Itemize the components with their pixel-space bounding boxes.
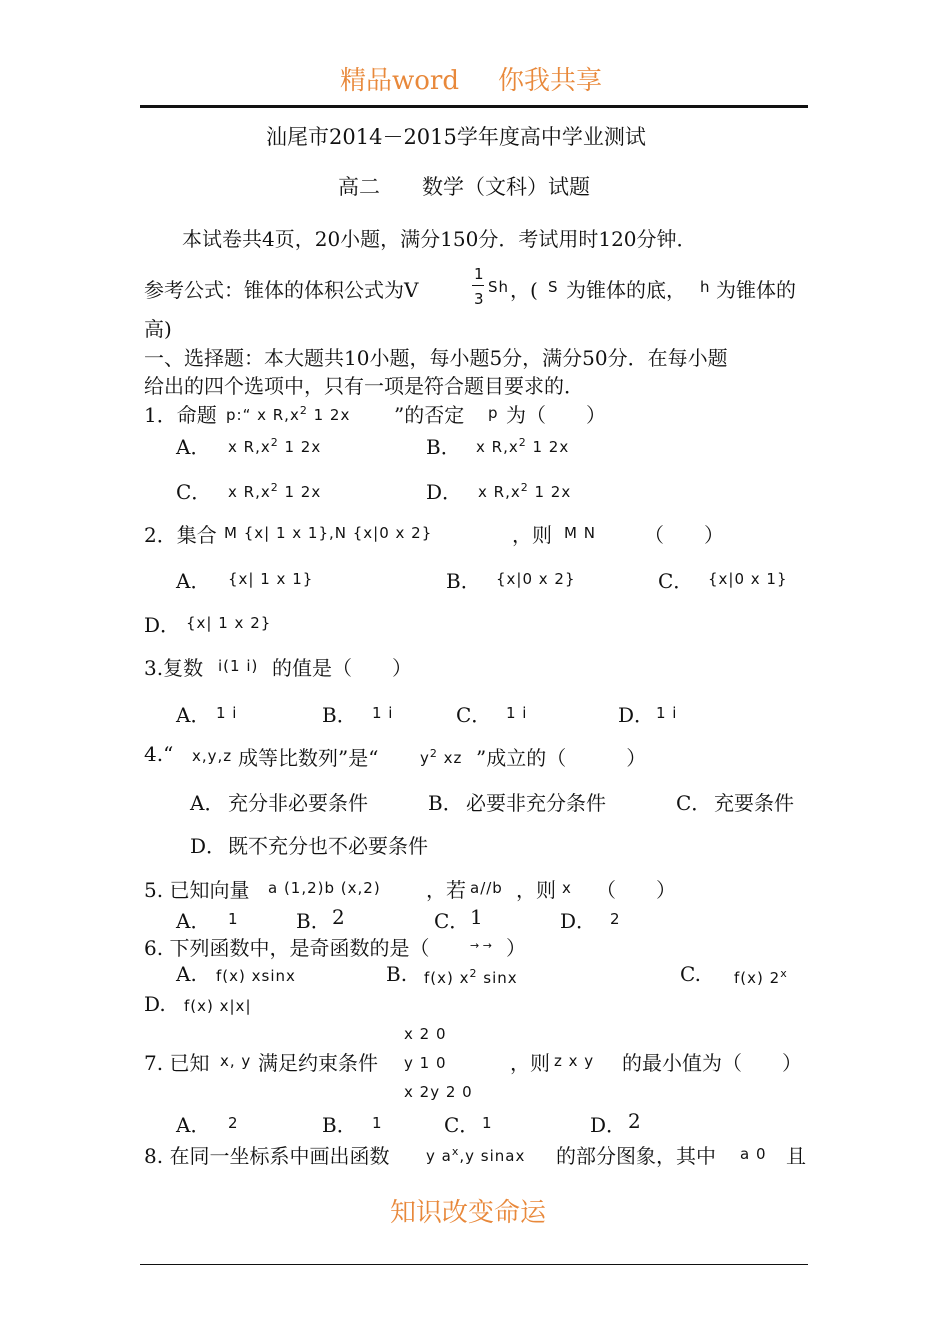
q2-text2: ，则	[512, 523, 552, 547]
q6-close: ）	[506, 936, 526, 960]
q6-option-b: f(x) $x^2$ sinx	[424, 967, 518, 987]
q4-text3: ”成立的（ ）	[476, 746, 647, 770]
q1-p: p	[488, 404, 499, 422]
formula-denominator: 3	[474, 290, 484, 308]
q4-option-b-label: B．	[428, 791, 463, 815]
q3-expr: i(1 i)	[218, 657, 259, 675]
q2-option-d-label: D．	[144, 613, 181, 637]
header-rule	[140, 105, 808, 108]
subtitle-subject: 数学（文科）试题	[422, 175, 590, 199]
fraction-bar	[472, 285, 484, 286]
q7-constraint-2: y 1 0	[404, 1054, 447, 1072]
q4-option-a: 充分非必要条件	[228, 791, 368, 815]
q2-text3: （ ）	[644, 523, 724, 547]
q7-expr2: z x y	[554, 1052, 595, 1070]
q1-text2: ”的否定	[394, 403, 465, 427]
q3-option-a: 1 i	[216, 704, 238, 722]
q1-option-c: x $R,x^2$ 1 2x	[228, 481, 322, 501]
q4-expr: x,y,z	[192, 747, 233, 765]
q7-option-c: 1	[482, 1114, 493, 1132]
formula-cont: 高)	[144, 317, 172, 341]
q2-option-b: {x|0 x 2}	[496, 570, 576, 588]
q6-option-b-label: B.	[386, 962, 408, 986]
q2-option-a: {x| 1 x 1}	[228, 570, 314, 588]
q5-option-c: 1	[470, 905, 483, 929]
q4-option-c-label: C．	[676, 791, 712, 815]
q7-text3: ，则	[510, 1051, 550, 1075]
q7-text4: 的最小值为（ ）	[622, 1051, 802, 1075]
q8-text3: 且	[786, 1144, 806, 1168]
q4-option-a-label: A．	[190, 791, 225, 815]
q5-option-c-label: C．	[434, 909, 470, 933]
q4-expr2: $y^2$ xz	[420, 747, 463, 767]
q3-option-b: 1 i	[372, 704, 394, 722]
subtitle-grade: 高二	[338, 175, 380, 199]
exam-title: 汕尾市2014－2015学年度高中学业测试	[266, 125, 646, 149]
q1-number: 1．命题	[144, 403, 217, 427]
q1-option-c-label: C．	[176, 480, 212, 504]
q2-option-d: {x| 1 x 2}	[186, 614, 272, 632]
q5-option-b: 2	[332, 905, 345, 929]
q6-option-c-label: C.	[680, 962, 701, 986]
q3-option-d: 1 i	[656, 704, 678, 722]
q3-option-d-label: D．	[618, 703, 655, 727]
q5-text2: ，若	[426, 878, 466, 902]
q7-option-a: 2	[228, 1114, 239, 1132]
footer-rule	[140, 1264, 808, 1265]
q5-option-a-label: A．	[176, 909, 211, 933]
q5-text3: ，则	[516, 878, 556, 902]
q2-expr: M {x| 1 x 1},N {x|0 x 2}	[224, 524, 433, 542]
formula-numerator: 1	[474, 265, 484, 283]
q7-option-a-label: A．	[176, 1113, 211, 1137]
q3-option-b-label: B．	[322, 703, 357, 727]
q8-text2: 的部分图象，其中	[556, 1144, 716, 1168]
exam-intro: 本试卷共4页，20小题，满分150分．考试用时120分钟．	[182, 227, 697, 251]
q5-expr: a (1,2)b (x,2)	[268, 879, 381, 897]
q2-number: 2．集合	[144, 523, 217, 547]
q7-option-b: 1	[372, 1114, 383, 1132]
q6-option-a-label: A.	[176, 962, 197, 986]
formula-prefix: 参考公式：锥体的体积公式为V	[144, 278, 419, 302]
q7-option-b-label: B．	[322, 1113, 357, 1137]
q1-option-a-label: A．	[176, 435, 211, 459]
q7-option-c-label: C．	[444, 1113, 480, 1137]
q3-number: 3.复数	[144, 656, 204, 680]
q1-option-d: x $R,x^2$ 1 2x	[478, 481, 572, 501]
q2-expr2: M N	[564, 524, 596, 542]
q4-text2: 成等比数列”是“	[238, 746, 379, 770]
header-tagline: 你我共享	[498, 66, 603, 96]
q8-expr: y $a^x,y$ sinax	[426, 1145, 526, 1165]
q3-option-c: 1 i	[506, 704, 528, 722]
q5-text4: （ ）	[596, 878, 676, 902]
q4-option-c: 充要条件	[714, 791, 794, 815]
q2-option-c: {x|0 x 1}	[708, 570, 788, 588]
q6-number: 6. 下列函数中，是奇函数的是（	[144, 936, 430, 960]
q6-option-d-label: D.	[144, 992, 166, 1016]
q5-option-d-label: D．	[560, 909, 597, 933]
q7-expr: x, y	[220, 1052, 252, 1070]
q3-option-a-label: A．	[176, 703, 211, 727]
q4-number: 4.“	[144, 742, 174, 766]
q3-text2: 的值是（ ）	[272, 656, 412, 680]
header-brand: 精品word	[340, 66, 459, 96]
q5-number: 5. 已知向量	[144, 878, 250, 902]
footer-motto: 知识改变命运	[390, 1198, 547, 1228]
q5-option-a: 1	[228, 910, 239, 928]
q2-option-b-label: B．	[446, 569, 481, 593]
q7-text2: 满足约束条件	[258, 1051, 378, 1075]
q6-option-a: f(x) xsinx	[216, 967, 296, 985]
q3-option-c-label: C．	[456, 703, 492, 727]
q1-expr: p:“ x $R,x^2$ 1 2x	[226, 404, 351, 424]
q4-option-d-label: D．	[190, 834, 227, 858]
q5-option-b-label: B．	[296, 909, 331, 933]
q2-option-a-label: A．	[176, 569, 211, 593]
q1-text3: 为（ ）	[506, 403, 606, 427]
q4-option-d: 既不充分也不必要条件	[228, 834, 428, 858]
q5-expr3: x	[562, 879, 572, 897]
formula-mid2: 为锥体的底，	[566, 278, 686, 302]
formula-sh: Sh	[488, 278, 510, 296]
section1-line1: 一、选择题：本大题共10小题，每小题5分，满分50分．在每小题	[144, 346, 728, 370]
q2-option-c-label: C．	[658, 569, 694, 593]
q1-option-d-label: D．	[426, 480, 463, 504]
q6-option-c: f(x) 2$^x$	[734, 967, 788, 987]
q7-option-d: 2	[628, 1109, 641, 1133]
formula-h: h	[700, 278, 711, 296]
q7-constraint-3: x 2y 2 0	[404, 1083, 473, 1101]
q6-arrows: → →	[470, 939, 492, 952]
q5-expr2: a//b	[470, 879, 503, 897]
q8-expr3: a 0	[740, 1145, 767, 1163]
q6-option-d: f(x) x|x|	[184, 997, 252, 1015]
formula-mid1: ，(	[510, 278, 538, 302]
q1-option-a: x $R,x^2$ 1 2x	[228, 436, 322, 456]
section1-line2: 给出的四个选项中，只有一项是符合题目要求的．	[144, 374, 584, 398]
q4-option-b: 必要非充分条件	[466, 791, 606, 815]
q8-number: 8. 在同一坐标系中画出函数	[144, 1144, 390, 1168]
formula-s: S	[548, 278, 559, 296]
q1-option-b-label: B．	[426, 435, 461, 459]
q1-option-b: x $R,x^2$ 1 2x	[476, 436, 570, 456]
q7-constraint-1: x 2 0	[404, 1025, 447, 1043]
q7-number: 7. 已知	[144, 1051, 210, 1075]
formula-mid3: 为锥体的	[716, 278, 796, 302]
q5-option-d: 2	[610, 910, 621, 928]
q7-option-d-label: D．	[590, 1113, 627, 1137]
